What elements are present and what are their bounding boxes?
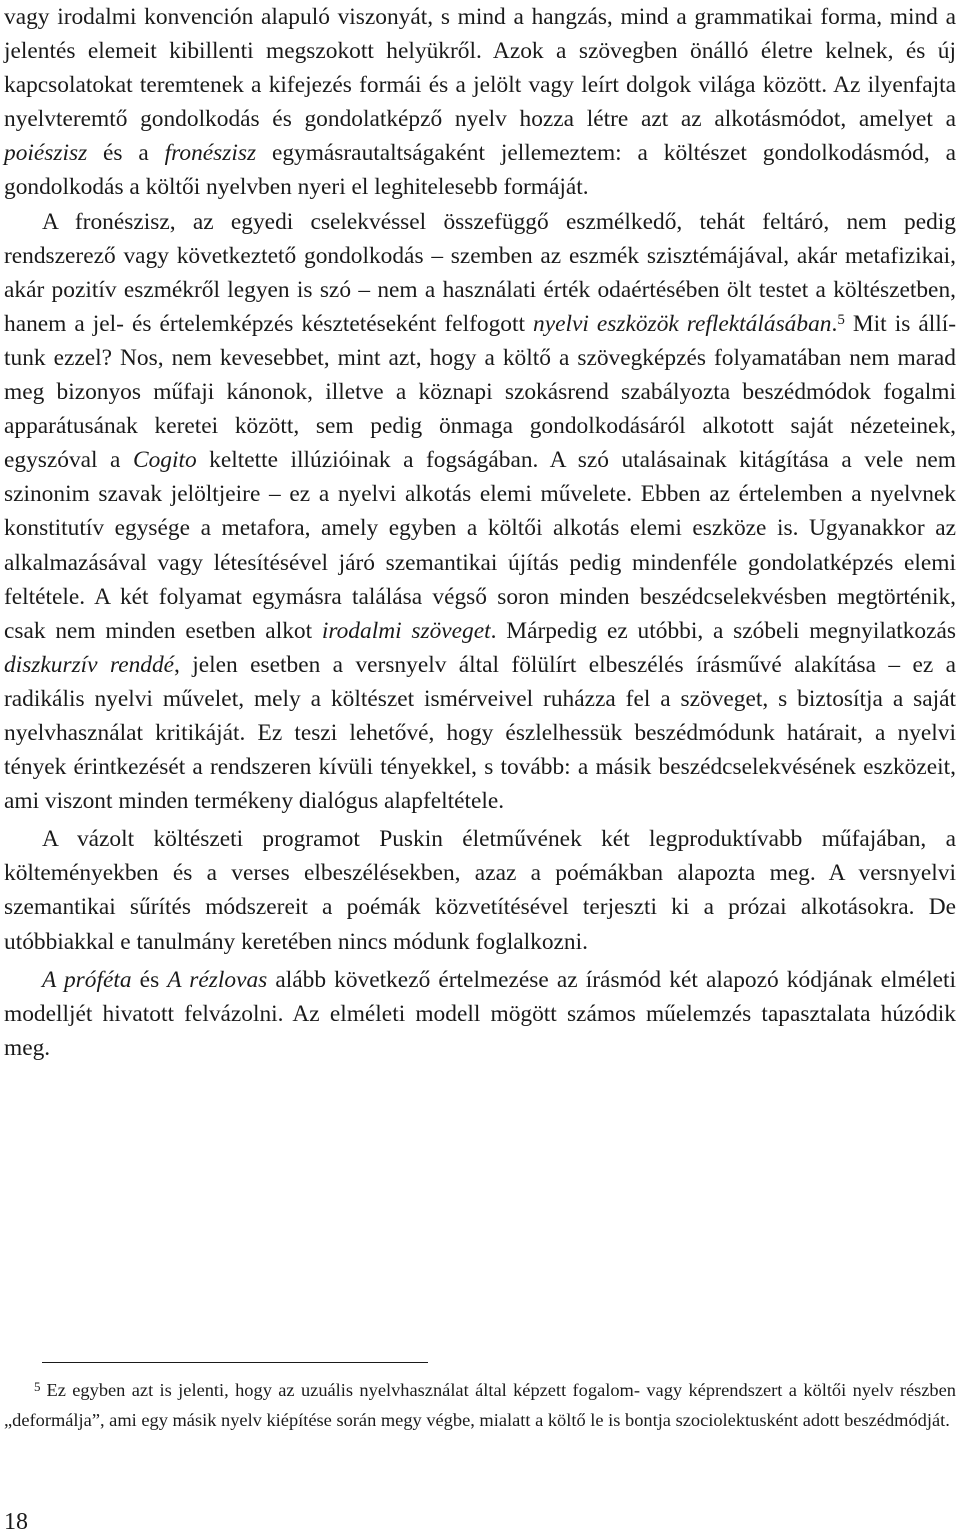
- italic-term: A rézlovas: [167, 966, 268, 993]
- paragraph-4: [4, 963, 956, 1065]
- paragraph-3: [4, 822, 956, 958]
- italic-term: poiészisz: [4, 140, 88, 167]
- paragraph-2: [4, 205, 956, 819]
- paragraph-1: [4, 0, 956, 205]
- text-run: alább következő értelmezése az írásmód két alapozó kódjának elméleti modelljét hivatott felvázolni. Az elméleti modell mögött számos műelemzés tapasztalata húzódik meg.: [4, 966, 956, 1061]
- text-run: A fronészisz, az egyedi cselekvéssel összefüggő eszmélkedő, tehát feltáró, nem pedig rendszerező vagy következtető gondolkodás – szemben az eszmék szisztémájával, akár metafizikai, akár pozitív eszmékről legyen is szó – nem a használati érték odaértésében ölt testet a költészetben, hanem a jel- és értelemképzés késztetéseként felfogott: [4, 208, 956, 337]
- text-run: és: [131, 966, 168, 993]
- footnote-text: Ez egyben azt is jelenti, hogy az uzuális nyelvhasználat által képzett fogalom- vagy képrendszert a költői nyelv részben „deformálja”, ami egy másik nyelv kiépítése során megy végbe, mialatt a költő le is bontja szociolektusként adott beszédmódját.: [4, 1380, 956, 1430]
- text-run: és a: [87, 140, 165, 167]
- text-run: . Márpedig ez utóbbi, a szóbeli megnyilatkozás: [490, 617, 956, 644]
- text-run: , jelen esetben a versnyelv által fölülírt elbeszélés írásművé alakítása – ez a radikális nyelvi művelet, mely a költészet ismérveivel ruházza fel a szöveget, s biztosítja a saját nyelvhasználat kritikáját. Ez teszi lehetővé, hogy észlelhessük beszédmódunk határait, a nyelvi tények érintkezését a rendszeren kívüli tényekkel, s tovább: a másik beszédcselekvésének eszközeit, ami viszont minden termékeny dialógus alapfeltétele.: [4, 651, 956, 815]
- text-run: A vázolt költészeti programot Puskin életművének két legproduktívabb műfajában, a költeményekben és a verses elbeszélésekben, azaz a poémákban alapozta meg. A versnyelvi szemantikai sűrítés módszereit a poémák közvetítésével terjeszti ki a prózai alkotásokra. De utóbbiakkal e tanulmány keretében nincs módunk foglalkozni.: [4, 826, 956, 955]
- text-run: egymásrautaltságaként jellemeztem: a költészet gondolkodásmód, a gondolkodás a költői nyelvben nyeri el leghitelesebb formáját.: [4, 140, 956, 201]
- text-run: Mit is állítunk ezzel? Nos, nem kevesebbet, mint azt, hogy a költő a szövegképzés folyamatában nem marad meg bizonyos műfaji kánonok, illetve a köznapi szokásrend szabályozta beszédmódok fogalmi apparátusának keretei között, sem pedig önmaga gondolkodásáról alkotott saját nézeteinek, egyszóval a: [4, 310, 957, 474]
- footnote-number: 5: [34, 1378, 41, 1394]
- italic-term: nyelvi eszközök reflektálásában: [533, 310, 832, 337]
- page-number: 18: [4, 1509, 28, 1535]
- text-run: .: [831, 310, 838, 337]
- footnote: [4, 1376, 956, 1435]
- footnote-rule: [42, 1362, 428, 1363]
- italic-term: diszkurzív renddé: [4, 651, 175, 678]
- italic-term: Cogito: [132, 447, 197, 474]
- text-run: keltette illúzióinak a fogságában. A szó utalásainak kitágítása a vele nem szinonim szavak jelöltjeire – ez a nyelvi alkotás elemi művelete. Ebben az értelemben a nyelvnek konstitutív egysége a metafora, amely egyben a költői alkotás elemi eszköze is. Ugyanakkor az alkalmazásával vagy létesítésével járó szemantikai újítás pedig mindenféle gondolatképzés elemi feltétele. A két folyamat egymásra találása végső soron minden beszédcselekvésben megtörténik, csak nem minden esetben alkot: [4, 447, 957, 644]
- italic-term: A próféta: [42, 966, 132, 993]
- italic-term: fronészisz: [164, 140, 257, 167]
- footnote-reference: 5: [837, 312, 845, 329]
- page-body: [4, 0, 956, 1065]
- text-run: vagy irodalmi konvención alapuló viszonyát, s mind a hangzás, mind a grammatikai forma, mind a jelentés elemeit kibillenti megszokott helyükről. Azok a szövegben önálló életre kelnek, és új kapcsolatokat teremtenek a kifejezés formái és a jelölt vagy leírt dolgok világa között. Az ilyenfajta nyelvteremtő gondolkodás és gondolatképző nyelv hozza létre azt az alkotásmódot, amelyet a: [4, 4, 956, 133]
- italic-term: irodalmi szöveget: [321, 617, 491, 644]
